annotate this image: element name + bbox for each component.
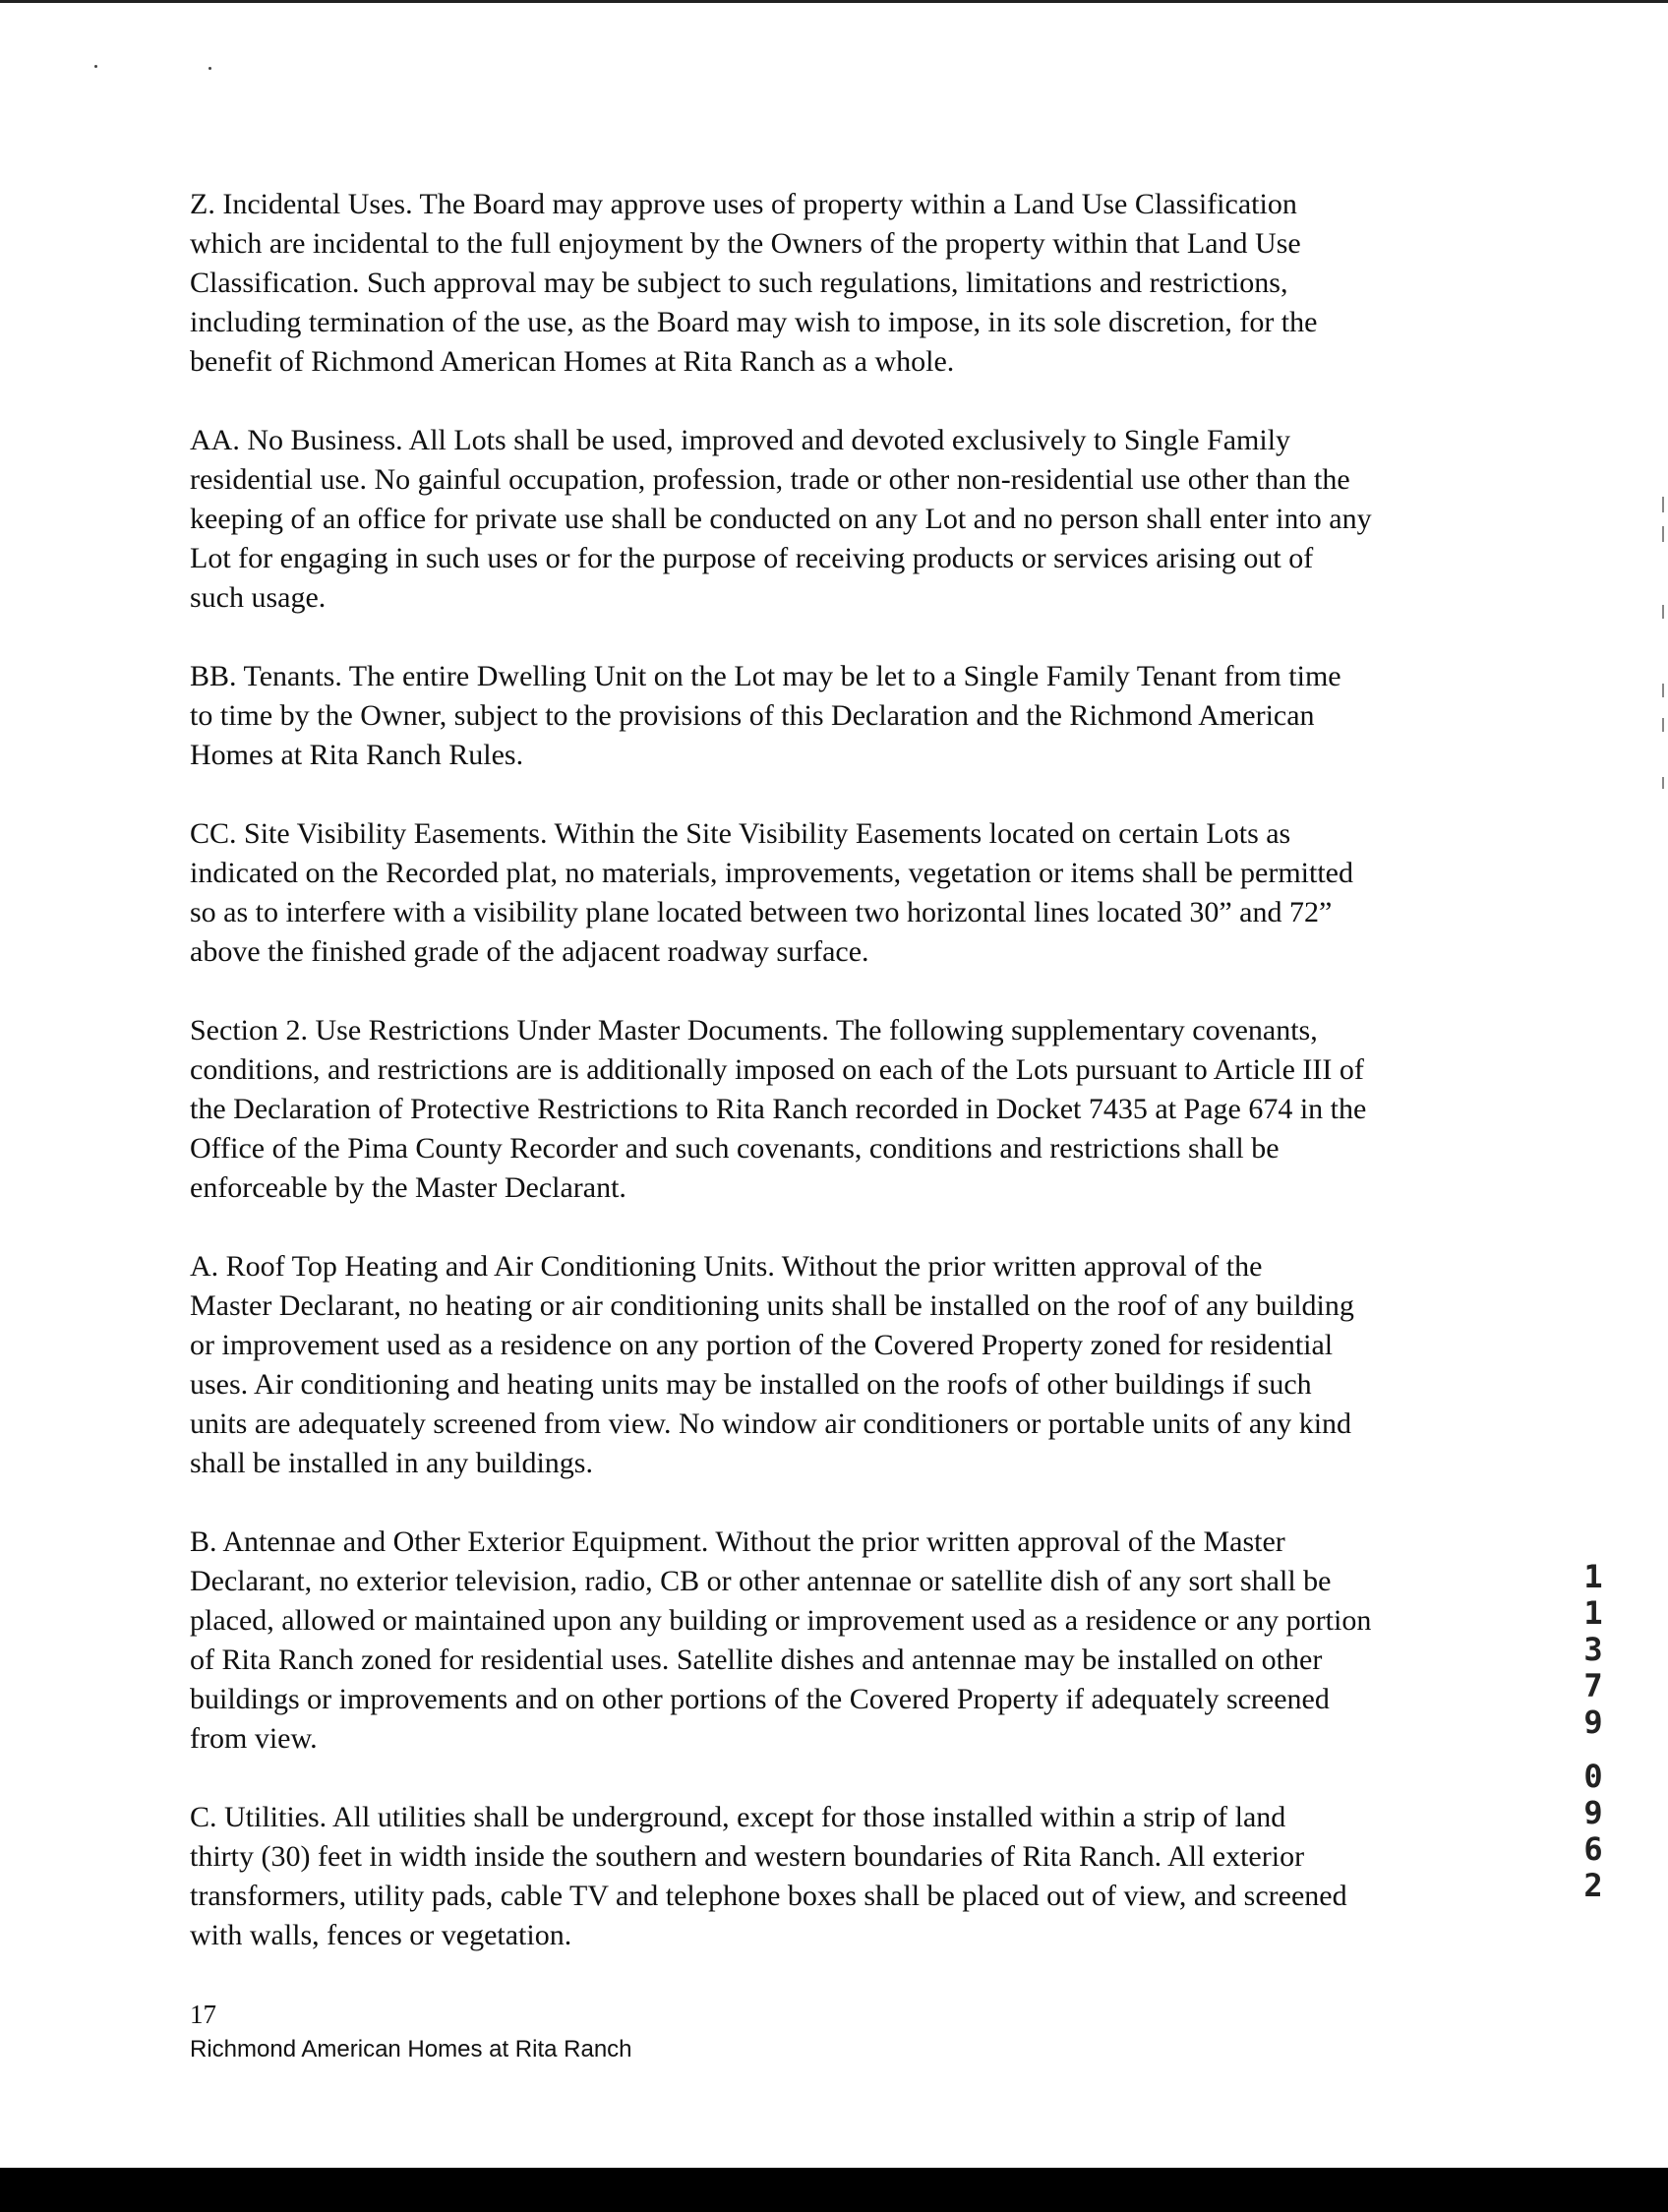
scan-edge-mark bbox=[1662, 605, 1664, 619]
scan-edge-mark bbox=[1662, 684, 1664, 697]
document-body bbox=[190, 185, 1508, 1995]
stamp-digit: 9 bbox=[1583, 1704, 1603, 1741]
paragraph-roof-top-units: A. Roof Top Heating and Air Conditioning Units. Without the prior written approval of the Master Declarant, no heating or air conditioning units shall be installed on the roof of any building or improvement used as a residence on any portion of the Covered Property zoned for residential uses. Air conditioning and heating units may be installed on the roofs of other buildings if such units are adequately screened from view. No window air conditioners or portable units of any kind shall be installed in any buildings. bbox=[190, 1250, 1354, 1479]
paragraph-utilities: C. Utilities. All utilities shall be underground, except for those installed within a strip of land thirty (30) feet in width inside the southern and western boundaries of Rita Ranch. All exterior transformers, utility pads, cable TV and telephone boxes shall be placed out of view, and screened with walls, fences or vegetation. bbox=[190, 1801, 1347, 1951]
paragraph-section-2-use-restrictions: Section 2. Use Restrictions Under Master Documents. The following supplementary covenants, conditions, and restrictions are is additionally imposed on each of the Lots pursuant to Article III of the Declaration of Protective Restrictions to Rita Ranch recorded in Docket 7435 at Page 674 in the Office of the Pima County Recorder and such covenants, conditions and restrictions shall be enforceable by the Master Declarant. bbox=[190, 1014, 1367, 1204]
scan-speck bbox=[208, 67, 211, 70]
paragraph-antennae: B. Antennae and Other Exterior Equipment. Without the prior written approval of the Master Declarant, no exterior television, radio, CB or other antennae or satellite dish of any sort shall be placed, allowed or maintained upon any building or improvement used as a residence or any portion of Rita Ranch zoned for residential uses. Satellite dishes and antennae may be installed on other buildings or improvements and on other portions of the Covered Property if adequately screened from view. bbox=[190, 1525, 1372, 1755]
paragraph-incidental-uses: Z. Incidental Uses. The Board may approve uses of property within a Land Use Classification which are incidental to the full enjoyment by the Owners of the property within that Land Use Classification. Such approval may be subject to such regulations, limitations and restrictions, including termination of the use, as the Board may wish to impose, in its sole discretion, for the benefit of Richmond American Homes at Rita Ranch as a whole. bbox=[190, 188, 1318, 378]
top-scan-edge bbox=[0, 0, 1668, 3]
scan-edge-mark bbox=[1662, 718, 1664, 732]
page-footer bbox=[190, 1997, 632, 2067]
paragraph-no-business: AA. No Business. All Lots shall be used, improved and devoted exclusively to Single Family residential use. No gainful occupation, profession, trade or other non-residential use other than the keeping of an office for private use shall be conducted on any Lot and no person shall enter into any Lot for engaging in such uses or for the purpose of receiving products or services arising out of such usage. bbox=[190, 424, 1372, 614]
stamp-gap bbox=[1579, 1741, 1608, 1759]
recording-number-stamp bbox=[1579, 1559, 1608, 1904]
scan-edge-mark bbox=[1662, 777, 1664, 789]
paragraph-site-visibility-easements: CC. Site Visibility Easements. Within the Site Visibility Easements located on certain Lots as indicated on the Recorded plat, no materials, improvements, vegetation or items shall be permitted so as to interfere with a visibility plane located between two horizontal lines located 30” and 72” above the finished grade of the adjacent roadway surface. bbox=[190, 817, 1353, 968]
stamp-digit: 7 bbox=[1583, 1667, 1603, 1704]
scan-edge-mark bbox=[1662, 497, 1664, 512]
page-number: 17 bbox=[190, 2000, 216, 2029]
footer-document-title: Richmond American Homes at Rita Ranch bbox=[190, 2036, 632, 2063]
scan-speck bbox=[94, 65, 97, 68]
stamp-digit: 3 bbox=[1583, 1631, 1603, 1668]
scan-edge-mark bbox=[1662, 526, 1664, 542]
stamp-digit: 1 bbox=[1583, 1558, 1603, 1595]
stamp-digit: 2 bbox=[1583, 1867, 1603, 1904]
stamp-digit: 1 bbox=[1583, 1594, 1603, 1632]
paragraph-tenants: BB. Tenants. The entire Dwelling Unit on the Lot may be let to a Single Family Tenant from time to time by the Owner, subject to the provisions of this Declaration and the Richmond American Homes at Rita Ranch Rules. bbox=[190, 660, 1341, 771]
bottom-scan-border bbox=[0, 2168, 1668, 2212]
stamp-digit: 0 bbox=[1583, 1758, 1603, 1795]
stamp-digit: 9 bbox=[1583, 1794, 1603, 1831]
stamp-digit: 6 bbox=[1583, 1830, 1603, 1868]
